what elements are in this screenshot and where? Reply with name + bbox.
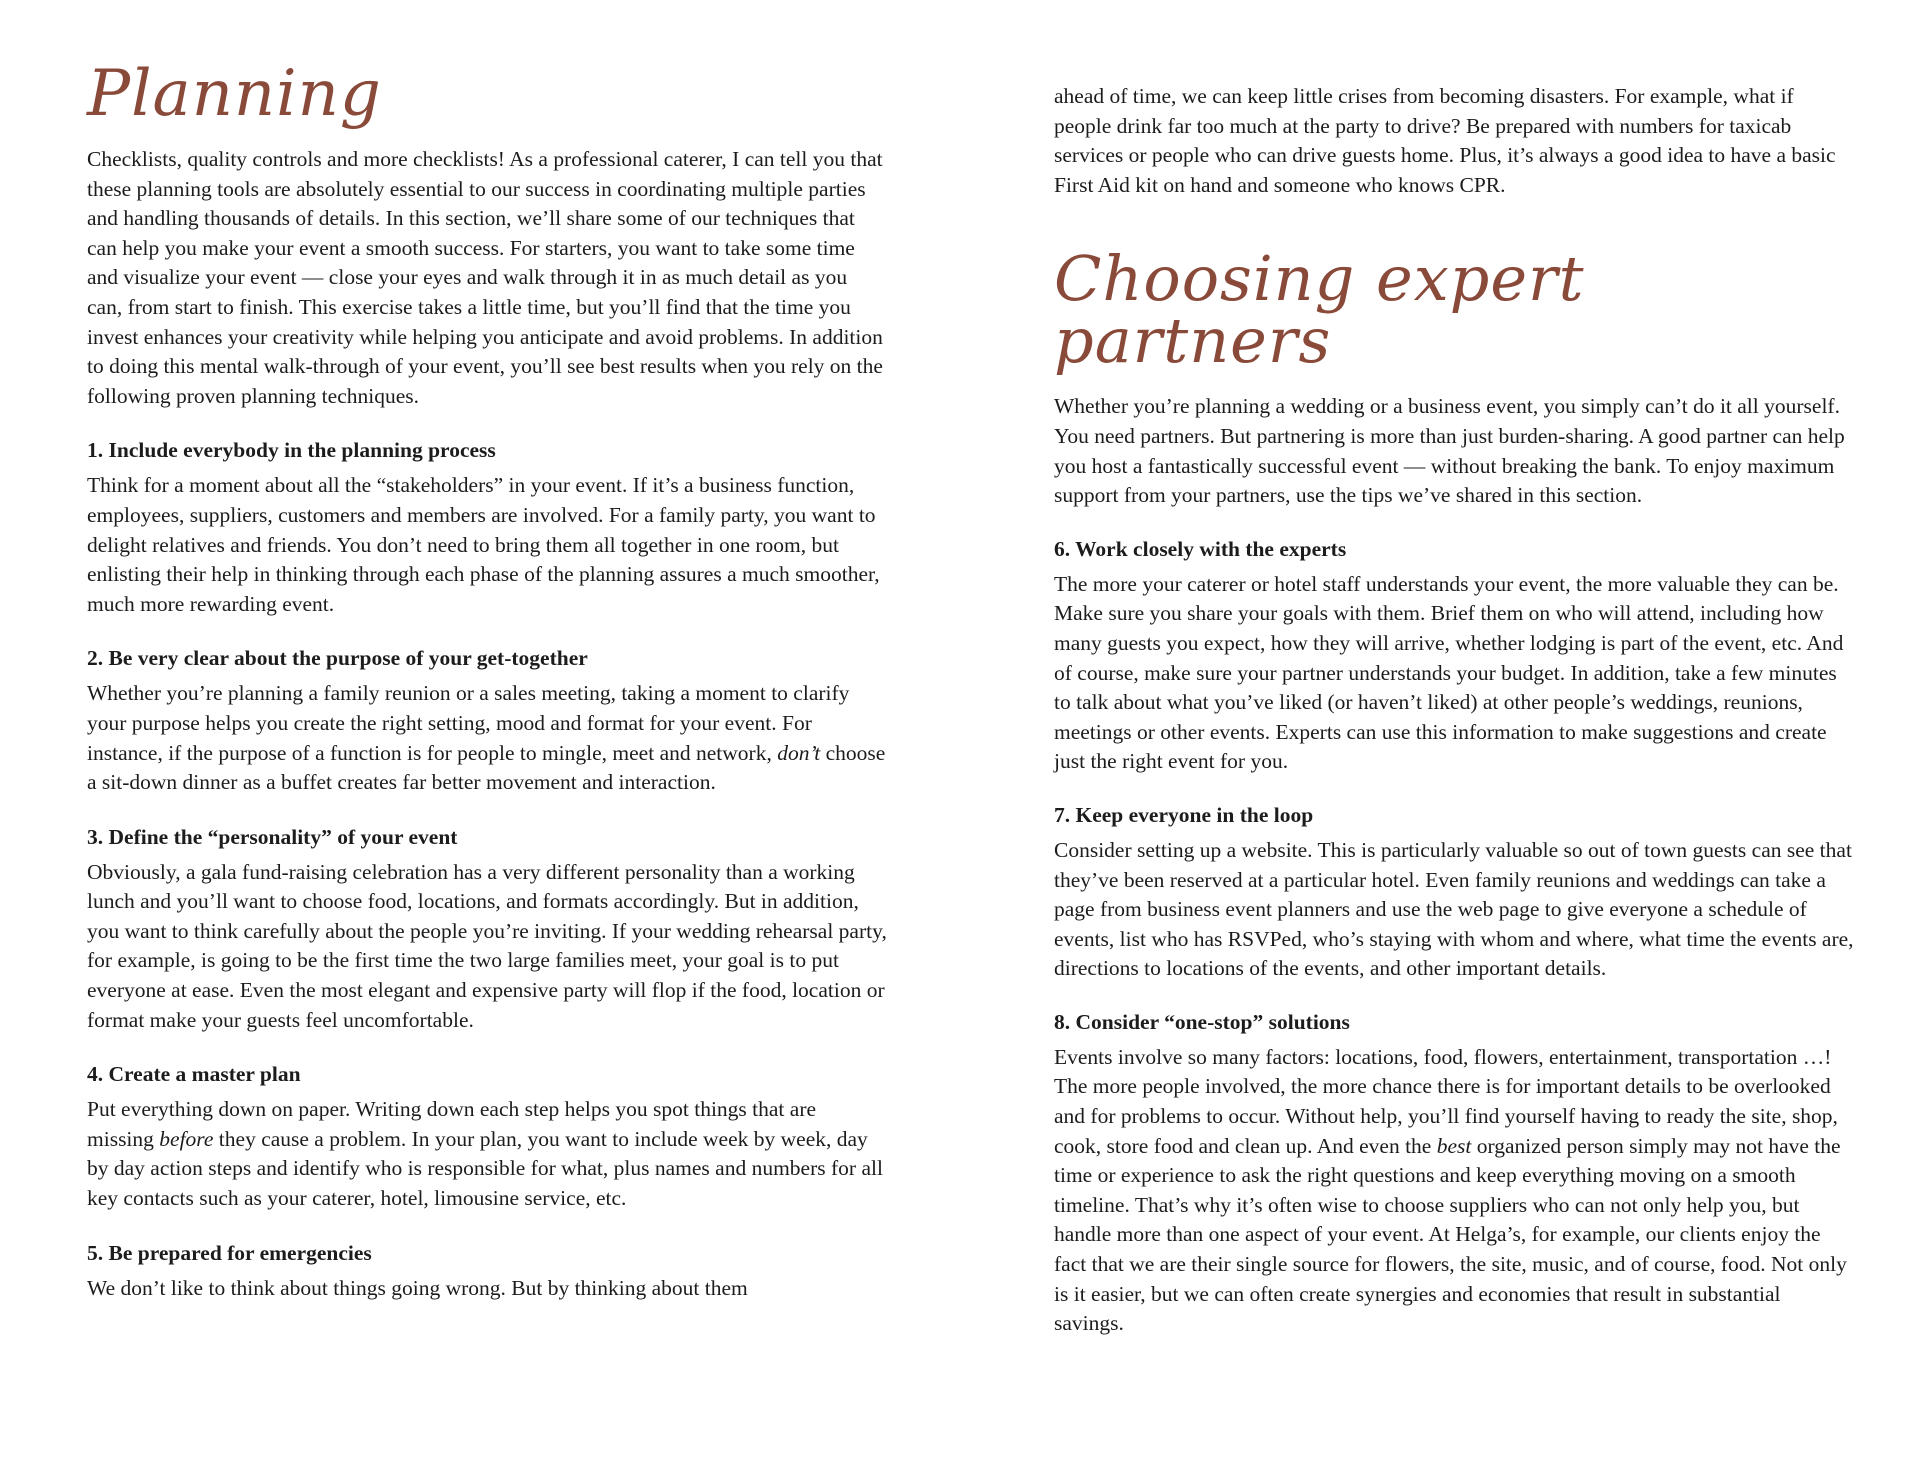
body-4	[87, 1095, 887, 1213]
planning-intro: Checklists, quality controls and more checklists! As a professional caterer, I can tell you that these planning tools are absolutely essential to our success in coordinating multiple parties and handling thousands of details. In this section, we’ll share some of our techniques that can help you make your event a smooth success. For starters, you want to take some time and visualize your event — close your eyes and walk through it in as much detail as you can, from start to finish. This exercise takes a little time, but you’ll find that the time you invest enhances your creativity while helping you anticipate and avoid problems. In addition to doing this mental walk-through of your event, you’ll see best results when you rely on the following proven planning techniques.	[87, 147, 883, 408]
partners-intro: Whether you’re planning a wedding or a business event, you simply can’t do it all yourself. You need partners. But partnering is more than just burden-sharing. A good partner can help you host a fantastically successful event — without breaking the bank. To enjoy maximum support from your partners, use the tips we’ve shared in this section.	[1054, 394, 1845, 508]
heading-2: 2. Be very clear about the purpose of your get-together	[87, 646, 588, 671]
body-8	[1054, 1043, 1854, 1339]
heading-5: 5. Be prepared for emergencies	[87, 1240, 372, 1265]
body-2-emphasis: don’t	[777, 740, 821, 765]
body-1: Think for a moment about all the “stakeholders” in your event. If it’s a business function, employees, suppliers, customers and members are involved. For a family party, you want to delight relatives and friends. You don’t need to bring them all together in one room, but enlisting their help in thinking through each phase of the planning assures a much smoother, much more rewarding event.	[87, 473, 880, 616]
body-8-b: organized person simply may not have the time or experience to ask the right questions and keep everything moving on a smooth timeline. That’s why it’s often wise to choose suppliers who can not only help you, but handle more than one aspect of your event. At Helga’s, for example, our clients enjoy the fact that we are their single source for flowers, the site, music, and of course, food. Not only is it easier, but we can often create synergies and economies that result in substantial savings.	[1054, 1133, 1847, 1336]
body-6: The more your caterer or hotel staff understands your event, the more valuable they can be. Make sure you share your goals with them. Brief them on who will attend, including how many guests you expect, how they will arrive, whether lodging is part of the event, etc. And of course, make sure your partner understands your budget. In addition, take a few minutes to talk about what you’ve liked (or haven’t liked) at other people’s weddings, reunions, meetings or other events. Experts can use this information to make suggestions and create just the right event for you.	[1054, 571, 1844, 774]
heading-7: 7. Keep everyone in the loop	[1054, 802, 1314, 827]
body-2	[87, 679, 887, 797]
heading-3: 3. Define the “personality” of your event	[87, 824, 458, 849]
body-7: Consider setting up a website. This is particularly valuable so out of town guests can see that they’ve been reserved at a particular hotel. Even family reunions and weddings can take a page from business event planners and use the web page to give everyone a schedule of events, list who has RSVPed, who’s staying with whom and where, what time the events are, directions to locations of the events, and other important details.	[1054, 837, 1854, 981]
heading-8: 8. Consider “one-stop” solutions	[1054, 1009, 1350, 1034]
body-8-a: Events involve so many factors: locations, food, flowers, entertainment, transportation …! The more people involved, the more chance there is for important details to be overlooked and for problems to occur. Without help, you’ll find yourself having to ready the site, shop, cook, store food and clean up. And even the	[1054, 1044, 1838, 1158]
body-4-b: they cause a problem. In your plan, you want to include week by week, day by day action steps and identify who is responsible for what, plus names and numbers for all key contacts such as your caterer, hotel, limousine service, etc.	[87, 1126, 883, 1211]
body-4-a: Put everything down on paper. Writing down each step helps you spot things that are missing	[87, 1097, 817, 1151]
body-2-b: choose a sit-down dinner as a buffet creates far better movement and interaction.	[87, 740, 886, 795]
section-title-partners: Choosing expert partners	[1054, 242, 1585, 378]
heading-1: 1. Include everybody in the planning process	[87, 438, 496, 463]
body-4-emphasis: before	[159, 1126, 214, 1151]
heading-4: 4. Create a master plan	[87, 1062, 301, 1087]
body-2-a: Whether you’re planning a family reunion or a sales meeting, taking a moment to clarify your purpose helps you create the right setting, mood and format for your event. For instance, if the purpose of a function is for people to mingle, meet and network,	[87, 681, 850, 765]
section-title-planning: Planning	[87, 57, 382, 131]
body-5: We don’t like to think about things going wrong. But by thinking about them	[87, 1275, 748, 1300]
heading-6: 6. Work closely with the experts	[1054, 536, 1347, 561]
right-column	[1054, 0, 1854, 1339]
emergencies-continuation: ahead of time, we can keep little crises from becoming disasters. For example, what if people drink far too much at the party to drive? Be prepared with numbers for taxicab services or people who can drive guests home. Plus, it’s always a good idea to have a basic First Aid kit on hand and someone who knows CPR.	[1054, 84, 1836, 197]
body-3: Obviously, a gala fund-raising celebration has a very different personality than a working lunch and you’ll want to choose food, locations, and formats accordingly. But in addition, you want to think carefully about the people you’re inviting. If your wedding rehearsal party, for example, is going to be the first time the two large families meet, your goal is to put everyone at ease. Even the most elegant and expensive party will flop if the food, location or format make your guests feel uncomfortable.	[87, 859, 887, 1032]
body-8-emphasis: best	[1436, 1133, 1472, 1158]
left-column	[87, 0, 887, 1303]
